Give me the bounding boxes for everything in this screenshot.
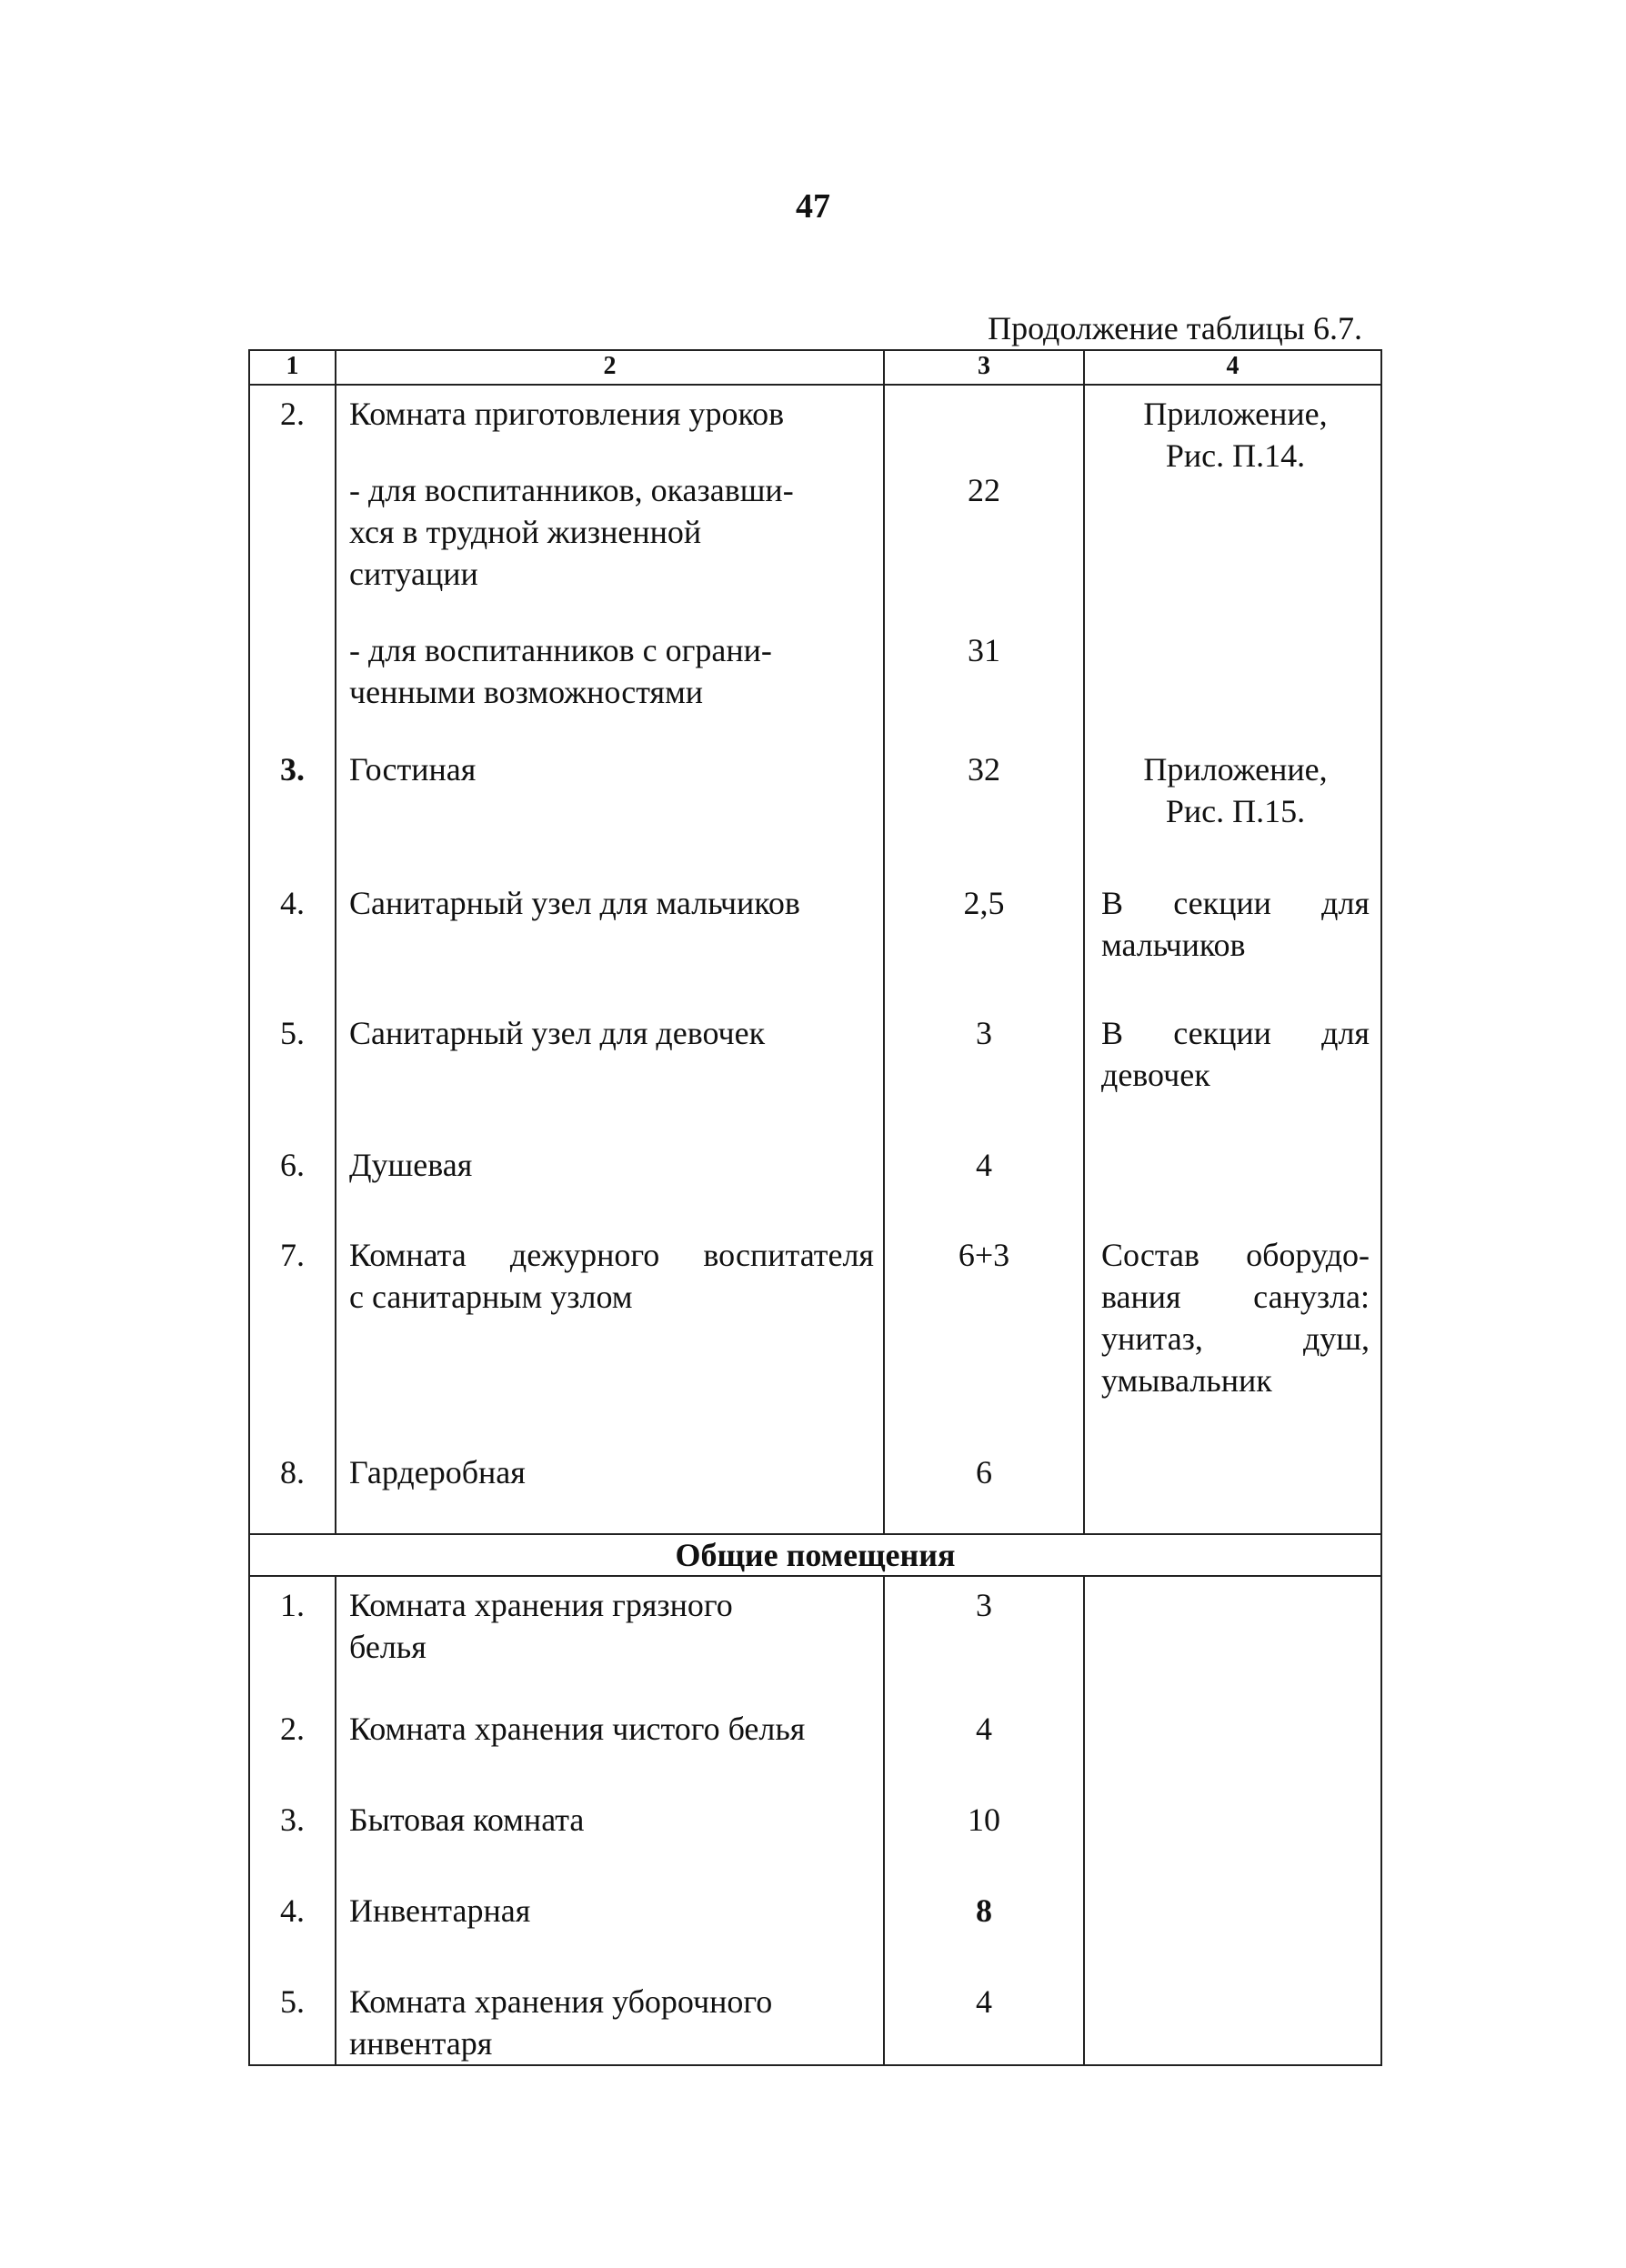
note-cell (1084, 1882, 1381, 1973)
row-number: 3. (249, 741, 336, 875)
area-value: 32 (884, 741, 1084, 875)
room-name: Комната дежурного воспитателя (349, 1237, 874, 1273)
room-subitem: - для воспитанников с ограни- (349, 632, 772, 668)
room-name-cont: инвентаря (349, 2025, 493, 2062)
note-cell (1084, 1444, 1381, 1534)
table-row (249, 875, 1381, 1005)
table-row (249, 1005, 1381, 1137)
row-number: 5. (249, 1973, 336, 2065)
room-name: Санитарный узел для мальчиков (336, 875, 884, 1005)
note-text: В секции для (1101, 885, 1370, 921)
note-text: мальчиков (1101, 927, 1246, 963)
note-cell (1084, 1576, 1381, 1701)
room-name: Гостиная (336, 741, 884, 875)
area-value: 4 (884, 1973, 1084, 2065)
room-name: Душевая (336, 1137, 884, 1227)
room-name: Гардеробная (336, 1444, 884, 1534)
row-number: 1. (249, 1576, 336, 1701)
note-text: Приложение, (1143, 396, 1328, 432)
note-text: унитаз, душ, (1101, 1320, 1370, 1357)
note-text: Состав оборудо- (1101, 1237, 1370, 1273)
area-value: 4 (884, 1137, 1084, 1227)
room-name: Комната хранения чистого белья (336, 1701, 884, 1791)
room-name: Комната хранения уборочного (349, 1983, 773, 2020)
row-number: 8. (249, 1444, 336, 1534)
table-row (249, 741, 1381, 875)
table-row (249, 1227, 1381, 1444)
row-number: 4. (249, 875, 336, 1005)
note-cell (1084, 1701, 1381, 1791)
note-cell (1084, 875, 1381, 1005)
note-cell (1084, 1005, 1381, 1137)
table-row (249, 1576, 1381, 1701)
room-name: Бытовая комната (336, 1791, 884, 1882)
area-value: 3 (884, 1576, 1084, 1701)
header-col-1: 1 (249, 350, 336, 385)
area-cell (884, 385, 1084, 741)
area-value: 10 (884, 1791, 1084, 1882)
area-value: 8 (884, 1882, 1084, 1973)
area-value: 6+3 (884, 1227, 1084, 1444)
section-title: Общие помещения (249, 1534, 1381, 1576)
section-row (249, 1534, 1381, 1576)
row-number: 7. (249, 1227, 336, 1444)
table-row (249, 1973, 1381, 2065)
header-col-3: 3 (884, 350, 1084, 385)
header-col-2: 2 (336, 350, 884, 385)
room-name-cell (336, 1227, 884, 1444)
table-row (249, 1882, 1381, 1973)
note-cell (1084, 385, 1381, 741)
note-cell (1084, 1791, 1381, 1882)
room-name-cell (336, 1973, 884, 2065)
note-text: умывальник (1101, 1362, 1272, 1399)
header-col-4: 4 (1084, 350, 1381, 385)
note-cell (1084, 741, 1381, 875)
area-value: 2,5 (884, 875, 1084, 1005)
room-name-cont: с санитарным узлом (349, 1279, 633, 1315)
row-number: 2. (249, 385, 336, 741)
room-name: Комната хранения грязного (349, 1587, 733, 1623)
room-subitem-cont: хся в трудной жизненной (349, 514, 702, 550)
note-text: В секции для (1101, 1015, 1370, 1051)
area-value: 6 (884, 1444, 1084, 1534)
page-number: 47 (796, 187, 830, 226)
room-name: Комната приготовления уроков (349, 396, 785, 432)
table-row (249, 1444, 1381, 1534)
table-row (249, 1137, 1381, 1227)
note-text: Рис. П.15. (1165, 793, 1306, 829)
area-value: 4 (884, 1701, 1084, 1791)
table-row (249, 385, 1381, 741)
area-value: 3 (884, 1005, 1084, 1137)
note-cell (1084, 1973, 1381, 2065)
room-subitem: - для воспитанников, оказавши- (349, 472, 794, 508)
row-number: 4. (249, 1882, 336, 1973)
row-number: 3. (249, 1791, 336, 1882)
note-text: девочек (1101, 1057, 1210, 1093)
table-row (249, 1701, 1381, 1791)
area-value: 31 (968, 632, 1000, 668)
row-number: 5. (249, 1005, 336, 1137)
room-name-cont: белья (349, 1629, 427, 1665)
area-value: 22 (968, 472, 1000, 508)
room-name: Инвентарная (336, 1882, 884, 1973)
row-number: 2. (249, 1701, 336, 1791)
note-text: Рис. П.14. (1165, 437, 1306, 474)
note-cell (1084, 1227, 1381, 1444)
row-number: 6. (249, 1137, 336, 1227)
room-name-cell (336, 1576, 884, 1701)
rooms-table (248, 349, 1382, 2066)
note-text: вания санузла: (1101, 1279, 1370, 1315)
room-subitem-cont: ченными возможностями (349, 674, 704, 710)
note-cell (1084, 1137, 1381, 1227)
room-name: Санитарный узел для девочек (336, 1005, 884, 1137)
room-subitem-cont: ситуации (349, 556, 478, 592)
table-caption: Продолжение таблицы 6.7. (988, 310, 1362, 346)
table-header-row (249, 350, 1381, 385)
room-name-cell (336, 385, 884, 741)
table-row (249, 1791, 1381, 1882)
note-text: Приложение, (1143, 751, 1328, 788)
